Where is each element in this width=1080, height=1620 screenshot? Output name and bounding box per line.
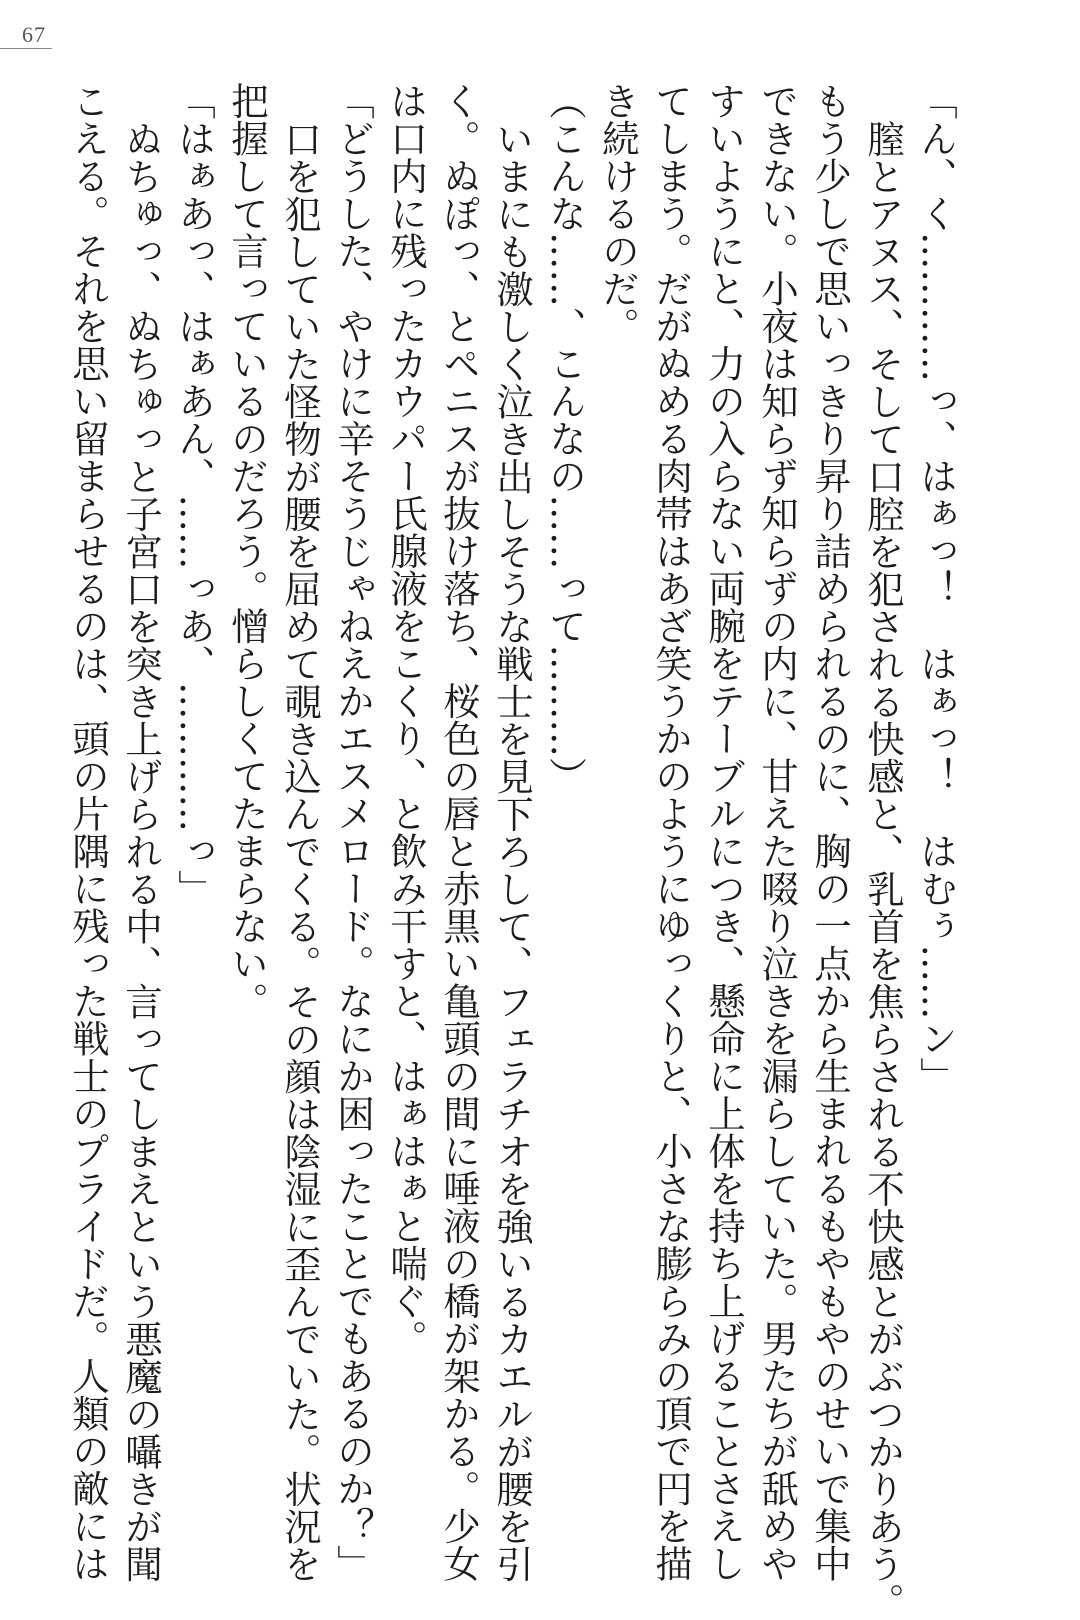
text-line: できない。小夜は知らず知らずの内に、甘えた啜り泣きを漏らしていた。男たちが舐めや (755, 82, 799, 1582)
page-number: 67 (22, 22, 46, 47)
text-line: は口内に残ったカウパー氏腺液をこくり、と飲み干すと、はぁはぁと喘ぐ。 (384, 82, 428, 1357)
header-rule (0, 48, 52, 49)
text-line: く。ぬぽっ、とペニスが抜け落ち、桜色の唇と赤黒い亀頭の間に唾液の橋が架かる。少女 (437, 82, 481, 1582)
text-line: こえる。それを思い留まらせるのは、頭の片隅に残った戦士のプライドだ。人類の敵には (66, 82, 110, 1582)
text-line: 「ん、く…………っ、はぁっ！ はぁっ！ はむぅ……ン」 (914, 82, 958, 1095)
text-line: 把握して言っているのだろう。憎らしくてたまらない。 (225, 82, 269, 1020)
text-line: てしまう。だがぬめる肉帯はあざ笑うかのようにゆっくりと、小さな膨らみの頂で円を描 (649, 82, 693, 1582)
text-line: 「はぁあっ、はぁあん、……っあ、…………っ」 (172, 82, 216, 907)
text-line: 膣とアヌス、そして口腔を犯される快感と、乳首を焦らされる不快感とがぶつかりあう。 (861, 119, 905, 1620)
text-line: すいようにと、力の入らない両腕をテーブルにつき、懸命に上体を持ち上げることさえし (702, 82, 746, 1582)
text-line: いまにも激しく泣き出しそうな戦士を見下ろして、フェラチオを強いるカエルが腰を引 (490, 119, 534, 1582)
body-text (61, 82, 962, 1620)
text-line: 「どうした、やけに辛そうじゃねえかエスメロード。なにか困ったことでもあるのか？」 (331, 82, 375, 1582)
text-line: （こんな……、こんなの……って………） (543, 82, 587, 795)
text-line: ぬちゅっ、ぬちゅっと子宮口を突き上げられる中、言ってしまえという悪魔の囁きが聞 (119, 119, 163, 1582)
text-line: 口を犯していた怪物が腰を屈めて覗き込んでくる。その顔は陰湿に歪んでいた。状況を (278, 119, 322, 1582)
text-line: き続けるのだ。 (596, 82, 640, 345)
text-line: もう少しで思いっきり昇り詰められるのに、胸の一点から生まれるもやもやのせいで集中 (808, 82, 852, 1582)
